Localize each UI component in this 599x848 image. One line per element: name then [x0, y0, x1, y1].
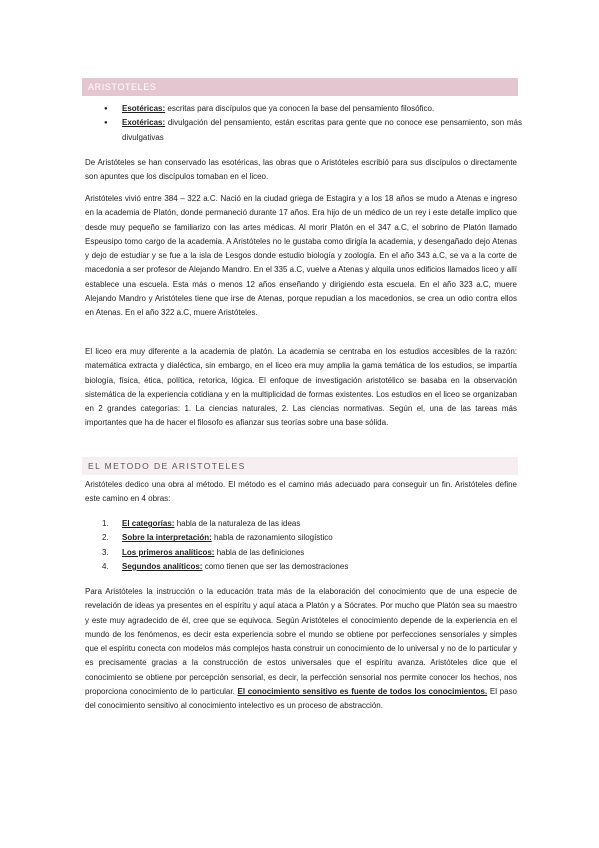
term-description: habla de la naturaleza de las ideas	[174, 519, 301, 528]
term-description: habla de razonamiento silogístico	[211, 533, 333, 543]
term-label: Esotéricas:	[122, 104, 166, 113]
paragraph: Aristóteles dedico una obra al método. El método es el camino más adecuado para conseguir un fin. Aristóteles define este camino en 4 obras:	[85, 480, 517, 504]
paragraph: Aristóteles vivió entre 384 – 322 a.C. Nació en la ciudad griega de Estagira y a los 18 años se mudo a Atenas e ingreso en la academia de Platón, donde permaneció durante 17 años. Era hijo de un médico de un rey i este detalle implico que desde muy pequeño se familiarizo con las artes médicas. Al morir Platón en el 347 a.C, el sobrino de Platón llamado Espeusipo tomo cargo de la academia. A Aristóteles no le gustaba como dirigía la academia, y desengañado dejo Atenas y dejo de estudiar y se fue a la isla de Lesgos donde estudio biología y zoología. En el año 343 a.C, se va a la corte de macedonia a ser profesor de Alejando Mandro. En el 335 a.C, vuelve a Atenas y alquila unos edificios llamados liceo y allí establece una escuela. Esta más o menos 12 años enseñando y dirigiendo esta escuela. En el año 323 a.C, muere Alejando Mandro y Aristóteles tiene que irse de Atenas, porque repudian a los macedonios, se crea un odio contra ellos en Atenas. En el año 322 a.C, muere Aristóteles.	[85, 194, 517, 318]
section-heading: ARISTOTELES	[82, 78, 518, 96]
term-label: Exotéricas:	[122, 118, 166, 128]
numbered-list	[102, 517, 522, 574]
term-description: escritas para discípulos que ya conocen la base del pensamiento filosófico.	[165, 104, 435, 113]
list-item	[102, 531, 522, 545]
term-label: Los primeros analíticos:	[122, 547, 215, 557]
term-label: Sobre la interpretación:	[122, 533, 212, 543]
list-item	[102, 102, 522, 116]
paragraph-text-end: El paso del conocimiento sensitivo al conocimiento intelectivo es un proceso de abstracción.	[85, 687, 518, 711]
list-item	[102, 560, 522, 574]
list-item	[102, 546, 522, 560]
list-number: 4.	[102, 561, 109, 571]
list-number: 3.	[102, 547, 109, 557]
paragraph: De Aristóteles se han conservado las esotéricas, las obras que o Aristóteles escribió para sus discípulos o directamente son apuntes que los discípulos tomaban en el liceo.	[85, 158, 517, 182]
bullet-list	[102, 102, 522, 145]
term-label: El categorías:	[122, 519, 175, 528]
term-description: habla de las definiciones	[214, 547, 305, 557]
emphasized-sentence: El conocimiento sensitivo es fuente de todos los conocimientos.	[237, 687, 488, 697]
list-number: 1.	[102, 519, 109, 528]
paragraph-text: Para Aristóteles la instrucción o la educación trata más de la elaboración del conocimiento que de una especie de revelación de ideas ya presentes en el espíritu y aquí ataca a Platón y a Sócrates. Por mucho que Platón sea su maestro y este muy agradecido de él, cree que se equivoca. Según Aristóteles el conocimiento depende de la experiencia en el mundo de los fenómenos, es decir esta experiencia sobre el mundo se obtiene por perfecciones sensoriales y simples que el espíritu conecta con modelos más complejos hasta construir un conocimiento de lo universal y no de lo particular y es precisamente gracias a la construcción de estos universales que el espíritu avanza. Aristóteles dice que el conocimiento se obtiene por percepción sensorial, es decir, la perfección sensorial nos permite conocer los hechos, nos proporciona conocimiento de lo particular.	[85, 587, 517, 697]
section-heading: EL METODO DE ARISTOTELES	[82, 457, 518, 475]
paragraph	[85, 585, 517, 714]
term-description: como tienen que ser las demostraciones	[202, 561, 349, 571]
list-item	[102, 517, 522, 531]
list-number: 2.	[102, 533, 109, 543]
term-description: divulgación del pensamiento, están escritas para gente que no conoce ese pensamiento, son más divulgativas	[122, 118, 522, 142]
term-label: Segundos analíticos:	[122, 561, 203, 571]
paragraph: El liceo era muy diferente a la academia de platón. La academia se centraba en los estudios accesibles de la razón: matemática extracta y dialéctica, sin embargo, en el liceo era muy amplia la gama temática de los estudios, se impartía biología, física, ética, política, retorica, lógica. El enfoque de investigación aristotélico se basaba en la observación sistemática de la experiencia cotidiana y en la multiplicidad de formas existentes. Los estudios en el liceo se organizaban en 2 grandes categorías: 1. La ciencias naturales, 2. Las ciencias normativas. Según el, una de las tareas más importantes que ha de hacer el filosofo es afianzar sus teorías sobre una base sólida.	[85, 347, 517, 428]
list-item	[102, 116, 522, 145]
